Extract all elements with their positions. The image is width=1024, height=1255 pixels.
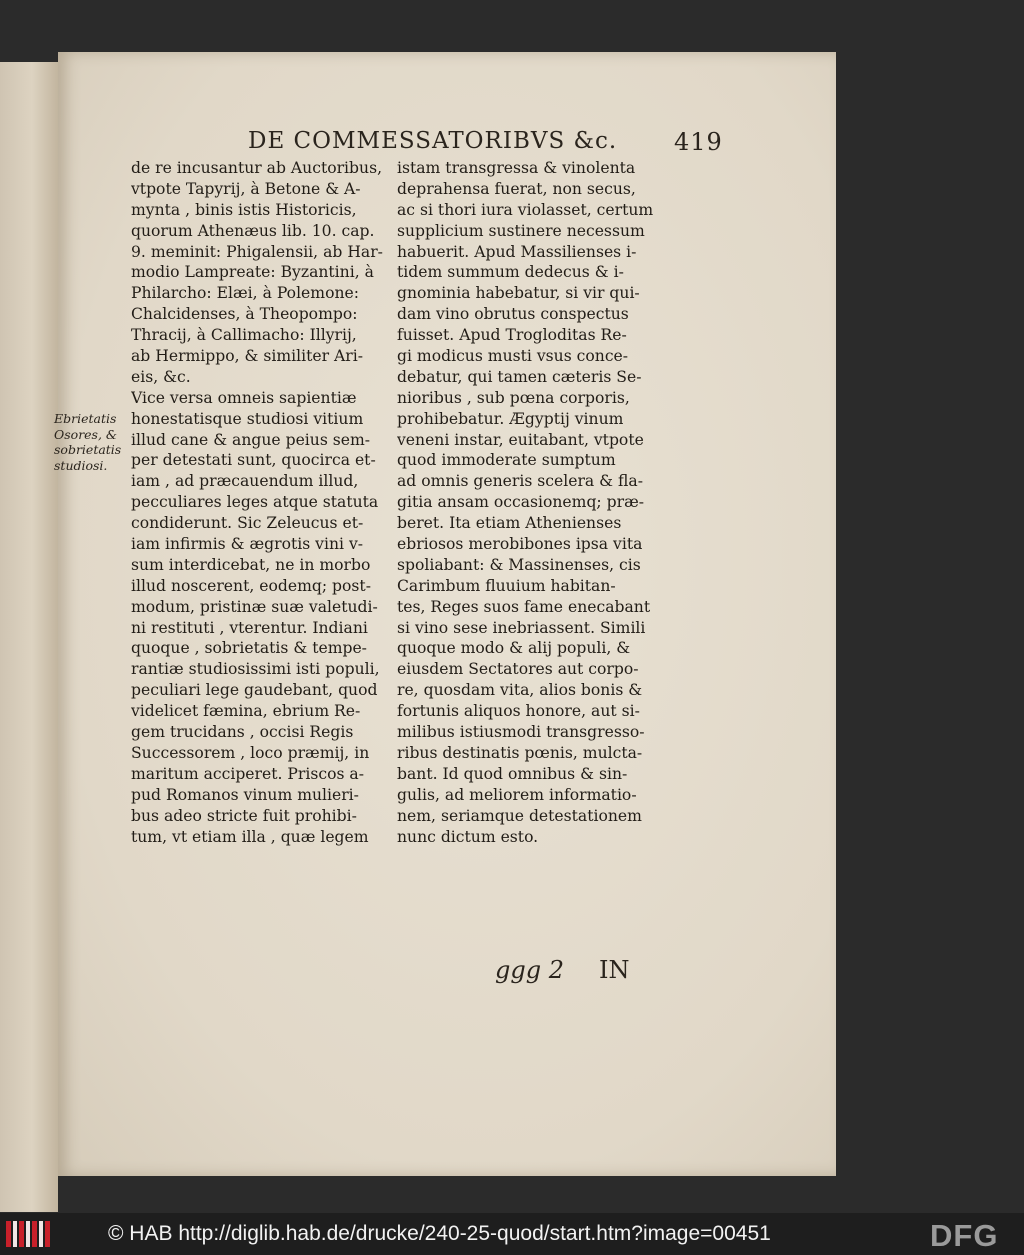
dfg-logo: DFG xyxy=(930,1218,999,1253)
text-line: gnominia habebatur, si vir qui- xyxy=(397,284,640,303)
text-line: spoliabant: & Massinenses, cis xyxy=(397,555,641,574)
library-logo-icon xyxy=(6,1221,50,1247)
text-line: quoque modo & alij populi, & xyxy=(397,639,631,658)
text-line: eis, &c. xyxy=(131,367,191,386)
text-line: modum, pristinæ suæ valetudi- xyxy=(131,597,378,616)
text-line: pecculiares leges atque statuta xyxy=(131,493,379,512)
catchword: IN xyxy=(599,956,630,984)
margin-note-line: Ebrietatis xyxy=(54,411,117,426)
text-line: modio Lampreate: Byzantini, à xyxy=(131,263,374,282)
text-line: milibus istiusmodi transgresso- xyxy=(397,723,645,742)
text-line: eiusdem Sectatores aut corpo- xyxy=(397,660,639,679)
page-number: 419 xyxy=(674,128,723,156)
text-line: 9. meminit: Phigalensii, ab Har- xyxy=(131,242,383,261)
text-line: tidem summum dedecus & i- xyxy=(397,263,624,282)
text-line: deprahensa fuerat, non secus, xyxy=(397,179,636,198)
text-line: nem, seriamque detestationem xyxy=(397,806,642,825)
text-line: quorum Athenæus lib. 10. cap. xyxy=(131,221,375,240)
text-line: ribus destinatis pœnis, mulcta- xyxy=(397,743,643,762)
text-line: prohibebatur. Ægyptij vinum xyxy=(397,409,624,428)
text-line: illud noscerent, eodemq; post- xyxy=(131,576,371,595)
text-line: ac si thori iura violasset, certum xyxy=(397,200,654,219)
text-line: iam infirmis & ægrotis vini v- xyxy=(131,535,364,554)
text-line: bus adeo stricte fuit prohibi- xyxy=(131,806,357,825)
margin-note xyxy=(54,411,128,473)
margin-note-line: sobrietatis xyxy=(54,442,122,457)
text-line: Chalcidenses, à Theopompo: xyxy=(131,305,358,324)
text-line: ab Hermippo, & similiter Ari- xyxy=(131,347,364,366)
running-head xyxy=(248,128,808,158)
viewer-footer-bar xyxy=(0,1213,1024,1255)
text-line: fortunis aliquos honore, aut si- xyxy=(397,702,640,721)
text-line: ni restituti , vterentur. Indiani xyxy=(131,618,368,637)
running-head-title: DE COMMESSATORIBVS &c. xyxy=(248,128,618,154)
text-line: bant. Id quod omnibus & sin- xyxy=(397,764,628,783)
text-line: pud Romanos vinum mulieri- xyxy=(131,785,359,804)
text-line: habuerit. Apud Massilienses i- xyxy=(397,242,637,261)
text-line: sum interdicebat, ne in morbo xyxy=(131,555,371,574)
text-line: de re incusantur ab Auctoribus, xyxy=(131,159,383,177)
text-line: mynta , binis istis Historicis, xyxy=(131,200,357,219)
right-text-column xyxy=(397,158,659,847)
text-line: condiderunt. Sic Zeleucus et- xyxy=(131,514,364,533)
signature-mark: ggg 2 xyxy=(495,956,564,984)
text-line: fuisset. Apud Trogloditas Re- xyxy=(397,326,627,345)
text-line: maritum acciperet. Priscos a- xyxy=(131,764,364,783)
text-line: vtpote Tapyrij, à Betone & A- xyxy=(131,179,361,198)
text-line: supplicium sustinere necessum xyxy=(397,221,645,240)
text-line: quod immoderate sumptum xyxy=(397,451,616,470)
text-line: nioribus , sub pœna corporis, xyxy=(397,388,630,407)
book-page xyxy=(54,52,836,1176)
text-line: beret. Ita etiam Athenienses xyxy=(397,514,622,533)
text-line: ebriosos merobibones ipsa vita xyxy=(397,535,643,554)
text-line: veneni instar, euitabant, vtpote xyxy=(397,430,644,449)
text-line: Thracij, à Callimacho: Illyrij, xyxy=(131,326,357,345)
margin-note-line: Osores, & xyxy=(54,426,118,442)
text-line: iam , ad præcauendum illud, xyxy=(131,472,359,491)
copyright-link[interactable]: © HAB http://diglib.hab.de/drucke/240-25-quod/start.htm?image=00451 xyxy=(108,1222,771,1245)
text-line: Vice versa omneis sapientiæ xyxy=(131,388,357,407)
text-line: re, quosdam vita, alios bonis & xyxy=(397,681,643,700)
margin-note-line: studiosi. xyxy=(54,457,108,473)
text-line: debatur, qui tamen cæteris Se- xyxy=(397,367,642,386)
text-line: Philarcho: Elæi, à Polemone: xyxy=(131,284,359,303)
text-line: rantiæ studiosissimi isti populi, xyxy=(131,660,380,679)
text-line: illud cane & angue peius sem- xyxy=(131,430,371,449)
text-line: gi modicus musti vsus conce- xyxy=(397,347,629,366)
text-line: per detestati sunt, quocirca et- xyxy=(131,451,376,470)
previous-page-edge xyxy=(0,62,58,1212)
text-line: gulis, ad meliorem informatio- xyxy=(397,785,637,804)
text-line: Successorem , loco præmij, in xyxy=(131,743,370,762)
text-line: peculiari lege gaudebant, quod xyxy=(131,681,378,700)
text-line: Carimbum fluuium habitan- xyxy=(397,576,616,595)
text-line: istam transgressa & vinolenta xyxy=(397,159,636,177)
left-text-column xyxy=(131,158,389,847)
text-line: nunc dictum esto. xyxy=(397,827,539,846)
text-line: honestatisque studiosi vitium xyxy=(131,409,364,428)
text-line: tes, Reges suos fame enecabant xyxy=(397,597,651,616)
text-line: gitia ansam occasionemq; præ- xyxy=(397,493,645,512)
text-line: tum, vt etiam illa , quæ legem xyxy=(131,827,369,846)
text-line: videlicet fæmina, ebrium Re- xyxy=(131,702,361,721)
text-line: ad omnis generis scelera & fla- xyxy=(397,472,643,491)
text-line: si vino sese inebriassent. Simili xyxy=(397,618,646,637)
text-line: dam vino obrutus conspectus xyxy=(397,305,629,324)
text-line: gem trucidans , occisi Regis xyxy=(131,723,354,742)
text-line: quoque , sobrietatis & tempe- xyxy=(131,639,367,658)
